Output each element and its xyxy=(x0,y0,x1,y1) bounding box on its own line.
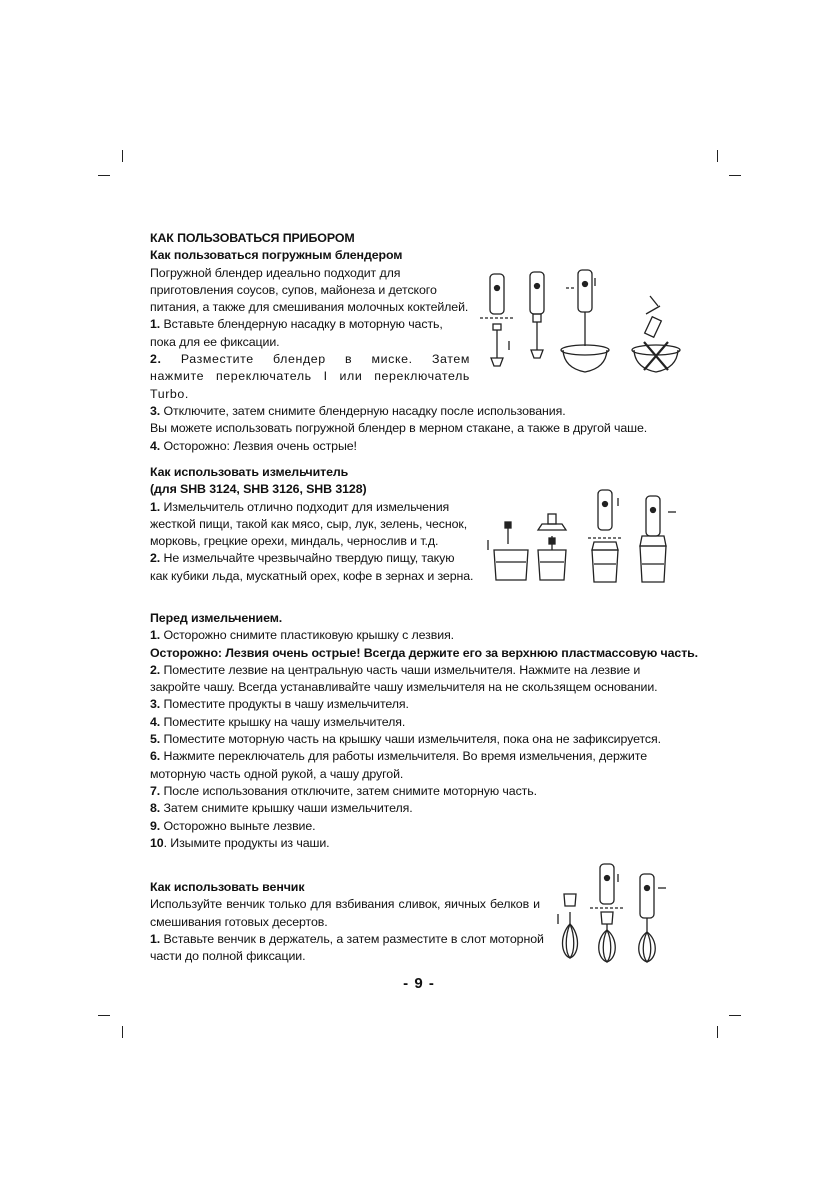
step-number: 1. xyxy=(150,628,161,643)
step-number: 8. xyxy=(150,801,161,816)
step-number: 1. xyxy=(150,931,161,946)
step xyxy=(150,351,470,403)
crop-mark xyxy=(717,150,718,162)
section-title: Как использовать измельчитель xyxy=(150,465,349,479)
step-text: Поместите лезвие на центральную часть чаши измельчителя. Нажмите на лезвие и закройте чашу. Всегда устанавливайте чашу измельчителя на не скользящем основании. xyxy=(150,662,658,695)
step-number: 9. xyxy=(150,818,161,833)
step xyxy=(150,550,475,585)
step-text: Осторожно выньте лезвие. xyxy=(163,818,316,833)
step xyxy=(150,800,698,817)
crop-mark xyxy=(98,175,110,176)
crop-mark xyxy=(98,1015,110,1016)
step-text: . Изымите продукты из чаши. xyxy=(163,835,330,850)
step-number: 2. xyxy=(150,551,161,566)
step-number: 6. xyxy=(150,749,161,764)
step-text: Поместите моторную часть на крышку чаши измельчителя, пока она не зафиксируется. xyxy=(163,732,661,747)
step xyxy=(150,403,647,420)
section-before-chopping xyxy=(150,610,698,852)
step-number: 10 xyxy=(150,835,164,850)
step-text: Осторожно: Лезвия очень острые! xyxy=(163,438,357,453)
step-text: Вставьте блендерную насадку в моторную часть, пока для ее фиксации. xyxy=(150,317,443,349)
step-number: 4. xyxy=(150,438,161,453)
step-number: 7. xyxy=(150,783,161,798)
step-number: 2. xyxy=(150,352,162,367)
step xyxy=(150,748,690,783)
crop-mark xyxy=(717,1026,718,1038)
section-title: Перед измельчением. xyxy=(150,611,283,625)
step xyxy=(150,696,698,713)
step xyxy=(150,731,698,748)
step xyxy=(150,835,698,852)
step-text: Затем снимите крышку чаши измельчителя. xyxy=(163,801,413,816)
section-title: Как использовать венчик xyxy=(150,880,305,894)
step-number: 2. xyxy=(150,662,161,677)
chopper-illustration xyxy=(486,484,686,588)
paragraph: Используйте венчик только для взбивания сливок, яичных белков и смешивания готовых десертов. xyxy=(150,897,540,929)
step-number: 1. xyxy=(150,499,161,514)
crop-mark xyxy=(122,150,123,162)
crop-mark xyxy=(729,175,741,176)
section-chopper xyxy=(150,464,475,585)
section-subtitle: (для SHB 3124, SHB 3126, SHB 3128) xyxy=(150,482,367,497)
step-text: После использования отключите, затем снимите моторную часть. xyxy=(163,783,537,798)
step xyxy=(150,783,698,800)
page-number: - 9 - xyxy=(403,975,435,992)
whisk-illustration xyxy=(550,858,668,970)
step-number: 3. xyxy=(150,403,161,418)
paragraph: Вы можете использовать погружной блендер в мерном стакане, а также в другой чаше. xyxy=(150,421,648,436)
step-text: Осторожно снимите пластиковую крышку с лезвия. xyxy=(163,628,455,643)
step-number: 5. xyxy=(150,732,161,747)
step-text: Вставьте венчик в держатель, а затем разместите в слот моторной части до полной фиксации. xyxy=(150,931,544,964)
section-title: КАК ПОЛЬЗОВАТЬСЯ ПРИБОРОМ xyxy=(150,231,355,245)
section-whisk xyxy=(150,879,545,965)
step xyxy=(150,627,698,644)
step-text: Нажмите переключатель для работы измельчителя. Во время измельчения, держите моторную часть одной рукой, а чашу другой. xyxy=(150,749,647,781)
crop-mark xyxy=(729,1015,741,1016)
step xyxy=(150,714,698,731)
step xyxy=(150,316,470,351)
step xyxy=(150,499,475,551)
warning: Осторожно: Лезвия очень острые! Всегда держите его за верхнюю пластмассовую часть. xyxy=(150,645,699,660)
crop-mark xyxy=(122,1026,123,1038)
blender-illustration xyxy=(478,266,688,384)
step-number: 3. xyxy=(150,697,161,712)
step-text: Поместите продукты в чашу измельчителя. xyxy=(163,697,409,712)
step-text: Разместите блендер в миске. Затем нажмите переключатель I или переключатель Turbo. xyxy=(150,352,470,401)
section-subtitle: Как пользоваться погружным блендером xyxy=(150,248,403,263)
step xyxy=(150,931,545,966)
paragraph: Погружной блендер идеально подходит для приготовления соусов, супов, майонеза и детского питания, а также для смешивания молочных коктейлей. xyxy=(150,265,469,315)
step-text: Поместите крышку на чашу измельчителя. xyxy=(163,714,406,729)
step xyxy=(150,438,647,455)
step-text: Измельчитель отлично подходит для измельчения жесткой пищи, такой как мясо, сыр, лук, зелень, чеснок, морковь, грецкие орехи, миндаль, чернослив и т.д. xyxy=(150,499,468,549)
step-text: Отключите, затем снимите блендерную насадку после использования. xyxy=(163,403,566,418)
step xyxy=(150,818,698,835)
step-number: 1. xyxy=(150,317,161,332)
step-text: Не измельчайте чрезвычайно твердую пищу, такую как кубики льда, мускатный орех, кофе в зернах и зерна. xyxy=(150,551,474,583)
step-number: 4. xyxy=(150,714,161,729)
step xyxy=(150,662,690,697)
